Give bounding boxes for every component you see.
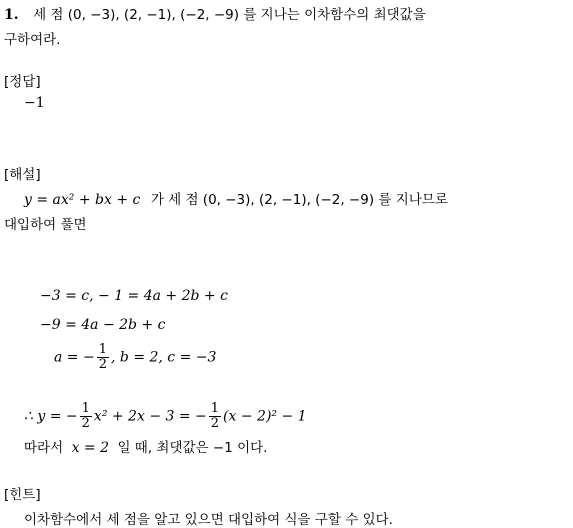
result-frac1-den: 2 — [81, 416, 90, 431]
result-frac2-den: 2 — [210, 416, 220, 431]
result-frac1-num: 1 — [81, 401, 90, 416]
eq3-fraction — [97, 343, 109, 372]
eq3-denominator: 2 — [98, 357, 107, 372]
answer-heading: [정답] — [4, 74, 41, 90]
hint-text: 이차함수에서 세 점을 알고 있으면 대입하여 식을 구할 수 있다. — [24, 512, 393, 528]
solution-heading: [해설] — [4, 167, 41, 183]
result-fraction-1 — [80, 402, 92, 431]
solution-line-2: 대입하여 풀면 — [4, 217, 87, 233]
conclusion-pre: 따라서 — [24, 440, 64, 456]
equation-2: −9 = 4a − 2b + c — [40, 317, 166, 333]
solution-intro — [24, 188, 448, 208]
problem-line-2: 구하여라. — [4, 32, 61, 48]
result-mid: x² + 2x − 3 = − — [93, 408, 207, 425]
result-tail: (x − 2)² − 1 — [223, 408, 307, 425]
intro-text: 가 세 점 (0, −3), (2, −1), (−2, −9) 를 지나므로 — [150, 192, 448, 208]
conclusion — [24, 436, 267, 456]
eq3-lhs: a = − — [54, 349, 95, 366]
equation-3 — [54, 343, 216, 372]
result-lhs: ∴ y = − — [24, 408, 78, 425]
equation-1: −3 = c, − 1 = 4a + 2b + c — [40, 288, 228, 304]
result-equation — [24, 402, 307, 431]
hint-heading: [힌트] — [4, 487, 41, 503]
problem-line-1 — [4, 3, 426, 23]
result-frac2-num: 1 — [210, 401, 220, 416]
problem-number: 1. — [4, 7, 19, 23]
conclusion-post: 일 때, 최댓값은 −1 이다. — [117, 440, 268, 456]
eq3-numerator: 1 — [98, 342, 107, 357]
intro-equation: y = ax² + bx + c — [24, 192, 141, 208]
result-fraction-2 — [209, 402, 221, 431]
answer-value: −1 — [24, 95, 45, 111]
conclusion-math: x = 2 — [71, 440, 110, 456]
eq3-rest: , b = 2, c = −3 — [111, 349, 217, 366]
problem-text: 세 점 (0, −3), (2, −1), (−2, −9) 를 지나는 이차함수의 최댓값을 — [33, 7, 426, 23]
